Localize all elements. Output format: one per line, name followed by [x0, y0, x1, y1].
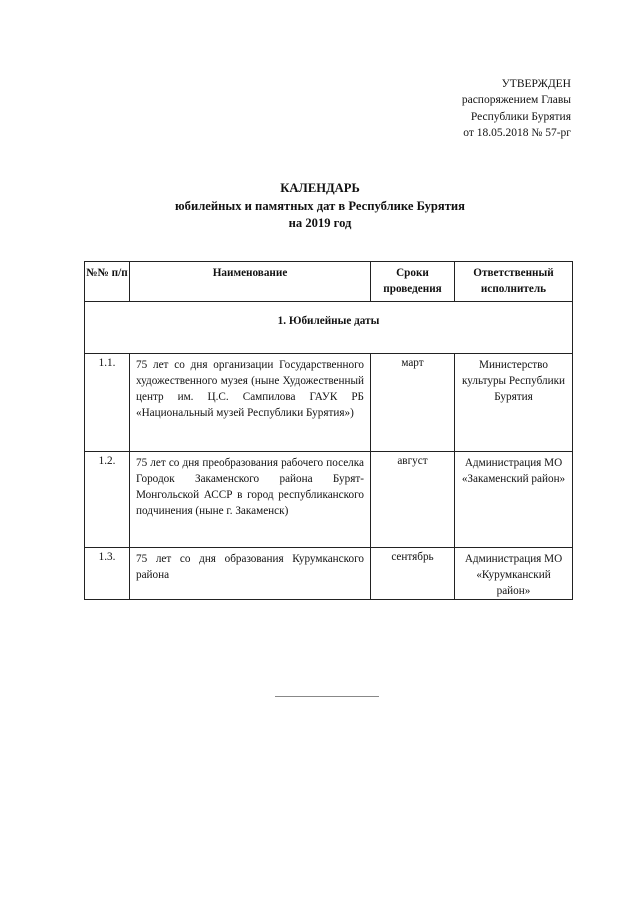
- header-num: №№ п/п: [85, 262, 130, 302]
- row-num: 1.2.: [85, 452, 130, 548]
- header-name: Наименование: [130, 262, 371, 302]
- row-name: 75 лет со дня образования Курумканского района: [130, 548, 371, 600]
- title-line-3: на 2019 год: [288, 216, 352, 230]
- header-responsible: Ответственный исполнитель: [455, 262, 573, 302]
- row-num: 1.1.: [85, 354, 130, 452]
- row-term: август: [371, 452, 455, 548]
- document-title: [0, 180, 640, 233]
- approval-block: [462, 76, 571, 142]
- row-term: сентябрь: [371, 548, 455, 600]
- calendar-table: [84, 261, 573, 600]
- row-responsible: Министерство культуры Республики Бурятия: [455, 354, 573, 452]
- table-header-row: [85, 262, 573, 302]
- approval-line-decree: распоряжением Главы: [461, 94, 571, 107]
- row-term: март: [371, 354, 455, 452]
- title-line-1: КАЛЕНДАРЬ: [280, 181, 360, 195]
- header-term: Сроки проведения: [371, 262, 455, 302]
- row-name: 75 лет со дня преобразования рабочего поселка Городок Закаменского района Бурят-Монгольской АССР в город республиканского подчинения (ныне г. Закаменск): [130, 452, 371, 548]
- row-responsible: Администрация МО «Закаменский район»: [455, 452, 573, 548]
- table-row: [85, 548, 573, 600]
- title-line-2: юбилейных и памятных дат в Республике Бурятия: [175, 198, 465, 213]
- section-row: [85, 302, 573, 354]
- approval-line-date: от 18.05.2018 № 57-рг: [463, 127, 571, 140]
- row-name: 75 лет со дня организации Государственного художественного музея (ныне Художественный центр им. Ц.С. Сампилова ГАУК РБ «Национальный музей Республики Бурятия»): [130, 354, 371, 452]
- approval-line-republic: Республики Бурятия: [470, 110, 571, 123]
- table-row: [85, 452, 573, 548]
- approval-title: УТВЕРЖДЕН: [501, 78, 571, 90]
- table-row: [85, 354, 573, 452]
- section-title: 1. Юбилейные даты: [277, 315, 380, 327]
- row-responsible: Администрация МО «Курумканский район»: [455, 548, 573, 600]
- row-num: 1.3.: [85, 548, 130, 600]
- section-cell: [85, 302, 573, 354]
- closing-rule: [275, 696, 379, 697]
